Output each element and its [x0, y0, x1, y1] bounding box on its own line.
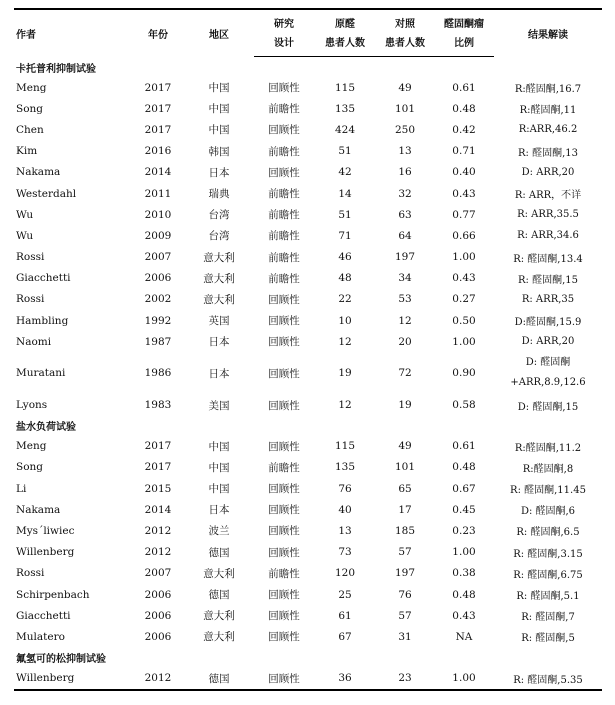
- result-cell: R: ARR，不详: [514, 190, 582, 202]
- table-row: [14, 352, 602, 394]
- region-cell: 日本: [208, 336, 230, 349]
- result-cell: R: 醛固酮,15: [518, 274, 578, 286]
- adenoma-ratio-cell: 0.58: [452, 399, 476, 412]
- cases-count-cell: 42: [338, 166, 352, 179]
- adenoma-ratio-cell: 1.00: [452, 251, 476, 264]
- region-cell: 意大利: [203, 272, 235, 285]
- year-cell: 1986: [144, 367, 172, 380]
- table-row: [14, 478, 602, 499]
- header-controls-line2: 患者人数: [376, 34, 434, 57]
- author-cell: Meng: [16, 81, 47, 94]
- header-ratio-line2: 比例: [434, 34, 494, 57]
- year-cell: 2016: [144, 145, 172, 158]
- design-cell: 回顾性: [268, 504, 300, 517]
- region-cell: 意大利: [203, 293, 235, 306]
- cases-count-cell: 71: [338, 229, 352, 242]
- controls-count-cell: 101: [394, 102, 416, 115]
- header-result: 结果解读: [494, 9, 602, 57]
- result-cell: R:醛固酮,16.7: [514, 84, 582, 96]
- author-cell: Naomi: [16, 335, 52, 348]
- author-cell: Chen: [16, 123, 44, 136]
- author-cell: Song: [16, 102, 43, 115]
- region-cell: 中国: [208, 103, 230, 116]
- adenoma-ratio-cell: 0.61: [452, 81, 476, 94]
- section-title: 盐水负荷试验: [16, 422, 76, 434]
- table-row: [14, 520, 602, 541]
- table-row: [14, 542, 602, 563]
- cases-count-cell: 424: [334, 123, 356, 136]
- year-cell: 2017: [144, 102, 172, 115]
- design-cell: 回顾性: [268, 399, 300, 412]
- year-cell: 2017: [144, 123, 172, 136]
- design-cell: 前瞻性: [268, 103, 300, 116]
- adenoma-ratio-cell: 0.23: [452, 524, 476, 537]
- design-cell: 回顾性: [268, 367, 300, 380]
- author-cell: Song: [16, 461, 43, 474]
- design-cell: 回顾性: [268, 315, 300, 328]
- table-row: [14, 289, 602, 310]
- study-table: [14, 8, 602, 691]
- year-cell: 2017: [144, 440, 172, 453]
- region-cell: 日本: [208, 367, 230, 380]
- table-header: [14, 9, 602, 57]
- table-row: [14, 436, 602, 457]
- cases-count-cell: 14: [338, 187, 352, 200]
- table-row: [14, 247, 602, 268]
- region-cell: 德国: [208, 589, 230, 602]
- author-cell: Giacchetti: [16, 272, 71, 285]
- region-cell: 美国: [208, 399, 230, 412]
- author-cell: Kim: [16, 145, 38, 158]
- cases-count-cell: 61: [338, 609, 352, 622]
- year-cell: 2011: [144, 187, 172, 200]
- table-row: [14, 183, 602, 204]
- adenoma-ratio-cell: 0.43: [452, 272, 476, 285]
- table-row: [14, 77, 602, 98]
- design-cell: 回顾性: [268, 610, 300, 623]
- controls-count-cell: 34: [398, 272, 412, 285]
- table-row: [14, 584, 602, 605]
- year-cell: 2002: [144, 293, 172, 306]
- adenoma-ratio-cell: 1.00: [452, 546, 476, 559]
- design-cell: 前瞻性: [268, 461, 300, 474]
- result-cell: R: 醛固酮,13: [518, 147, 578, 159]
- result-cell: D:醛固酮,15.9: [514, 317, 582, 329]
- header-year: 年份: [132, 9, 184, 57]
- result-cell: R: 醛固酮,5: [521, 633, 575, 645]
- cases-count-cell: 115: [334, 440, 356, 453]
- cases-count-cell: 51: [338, 208, 352, 221]
- adenoma-ratio-cell: 0.27: [452, 293, 476, 306]
- controls-count-cell: 63: [398, 208, 412, 221]
- author-cell: Nakama: [16, 166, 61, 179]
- result-cell: R: 醛固酮,6.75: [513, 569, 583, 581]
- controls-count-cell: 72: [398, 367, 412, 380]
- controls-count-cell: 250: [394, 123, 416, 136]
- region-cell: 英国: [208, 315, 230, 328]
- year-cell: 2017: [144, 81, 172, 94]
- region-cell: 德国: [184, 668, 254, 690]
- cases-count-cell: 13: [338, 524, 352, 537]
- controls-count-cell: 16: [398, 166, 412, 179]
- table-row: [14, 563, 602, 584]
- design-cell: 回顾性: [254, 668, 314, 690]
- cases-count-cell: 40: [338, 503, 352, 516]
- year-cell: 1983: [144, 399, 172, 412]
- controls-count-cell: 101: [394, 461, 416, 474]
- year-cell: 2015: [144, 482, 172, 495]
- result-cell: R: 醛固酮,5.35: [494, 668, 602, 690]
- author-cell: Rossi: [16, 567, 45, 580]
- cases-count-cell: 12: [338, 399, 352, 412]
- section-title: 氟氢可的松抑制试验: [16, 654, 106, 665]
- section-title: 卡托普利抑制试验: [16, 63, 96, 75]
- table-row: [14, 310, 602, 331]
- author-cell: Wu: [16, 229, 34, 242]
- author-cell: Willenberg: [16, 546, 75, 559]
- author-cell: Willenberg: [14, 668, 132, 690]
- author-cell: Westerdahl: [16, 187, 77, 200]
- author-cell: Mulatero: [16, 630, 65, 643]
- header-author: 作者: [14, 9, 132, 57]
- result-cell: R:ARR,46.2: [518, 124, 578, 136]
- author-cell: Mys´liwiec: [16, 524, 75, 537]
- year-cell: 2014: [144, 166, 172, 179]
- author-cell: Rossi: [16, 251, 45, 264]
- design-cell: 前瞻性: [268, 230, 300, 243]
- design-cell: 回顾性: [268, 82, 300, 95]
- controls-count-cell: 49: [398, 81, 412, 94]
- design-cell: 回顾性: [268, 293, 300, 306]
- design-cell: 回顾性: [268, 440, 300, 453]
- design-cell: 回顾性: [268, 336, 300, 349]
- cases-count-cell: 73: [338, 546, 352, 559]
- table-row: [14, 626, 602, 647]
- result-cell: R:醛固酮,11.2: [514, 442, 582, 454]
- year-cell: 2014: [144, 503, 172, 516]
- result-cell: R: 醛固酮,13.4: [513, 253, 583, 265]
- design-cell: 前瞻性: [268, 145, 300, 158]
- region-cell: 中国: [208, 124, 230, 137]
- controls-count-cell: 185: [394, 524, 416, 537]
- header-cases-line2: 患者人数: [314, 34, 376, 57]
- year-cell: 2010: [144, 208, 172, 221]
- cases-count-cell: 36: [314, 668, 376, 690]
- controls-count-cell: 197: [394, 251, 416, 264]
- design-cell: 回顾性: [268, 589, 300, 602]
- header-ratio-line1: 醛固酮瘤: [434, 9, 494, 34]
- result-cell: D: 醛固酮 +ARR,8.9,12.6: [510, 357, 586, 389]
- design-cell: 前瞻性: [268, 272, 300, 285]
- region-cell: 意大利: [203, 251, 235, 264]
- design-cell: 前瞻性: [268, 209, 300, 222]
- region-cell: 台湾: [208, 209, 230, 222]
- result-cell: R: 醛固酮,5.1: [516, 591, 580, 603]
- result-cell: D: ARR,20: [521, 336, 575, 348]
- result-cell: R: 醛固酮,6.5: [516, 527, 580, 539]
- result-cell: D: 醛固酮,15: [517, 401, 579, 413]
- author-cell: Meng: [16, 440, 47, 453]
- cases-count-cell: 115: [334, 81, 356, 94]
- header-region: 地区: [184, 9, 254, 57]
- adenoma-ratio-cell: 1.00: [434, 668, 494, 690]
- cases-count-cell: 135: [334, 461, 356, 474]
- cases-count-cell: 10: [338, 314, 352, 327]
- table-row: [14, 225, 602, 246]
- year-cell: 2012: [132, 668, 184, 690]
- adenoma-ratio-cell: 0.48: [452, 588, 476, 601]
- controls-count-cell: 32: [398, 187, 412, 200]
- adenoma-ratio-cell: 0.61: [452, 440, 476, 453]
- author-cell: Li: [16, 482, 27, 495]
- cases-count-cell: 48: [338, 272, 352, 285]
- adenoma-ratio-cell: 0.38: [452, 567, 476, 580]
- table-row: [14, 119, 602, 140]
- author-cell: Wu: [16, 208, 34, 221]
- table-row: [14, 331, 602, 352]
- table-row: [14, 268, 602, 289]
- year-cell: 2007: [144, 567, 172, 580]
- table-row: [14, 162, 602, 183]
- section-header-row: [14, 648, 602, 668]
- adenoma-ratio-cell: 0.45: [452, 503, 476, 516]
- cases-count-cell: 76: [338, 482, 352, 495]
- controls-count-cell: 76: [398, 588, 412, 601]
- controls-count-cell: 53: [398, 293, 412, 306]
- section-header-row: [14, 416, 602, 436]
- design-cell: 回顾性: [268, 525, 300, 538]
- result-cell: R: ARR,35.5: [517, 209, 579, 221]
- region-cell: 德国: [208, 546, 230, 559]
- year-cell: 2006: [144, 609, 172, 622]
- controls-count-cell: 197: [394, 567, 416, 580]
- controls-count-cell: 57: [398, 609, 412, 622]
- adenoma-ratio-cell: 0.77: [452, 208, 476, 221]
- year-cell: 2006: [144, 588, 172, 601]
- result-cell: D: ARR,20: [521, 166, 575, 178]
- header-design-line2: 设计: [254, 34, 314, 57]
- cases-count-cell: 19: [338, 367, 352, 380]
- controls-count-cell: 31: [398, 630, 412, 643]
- region-cell: 意大利: [203, 567, 235, 580]
- adenoma-ratio-cell: 0.50: [452, 314, 476, 327]
- region-cell: 中国: [208, 82, 230, 95]
- controls-count-cell: 17: [398, 503, 412, 516]
- region-cell: 意大利: [203, 610, 235, 623]
- adenoma-ratio-cell: 0.48: [452, 102, 476, 115]
- adenoma-ratio-cell: 0.71: [452, 145, 476, 158]
- controls-count-cell: 20: [398, 335, 412, 348]
- cases-count-cell: 51: [338, 145, 352, 158]
- year-cell: 2012: [144, 546, 172, 559]
- table-body: [14, 57, 602, 690]
- design-cell: 前瞻性: [268, 567, 300, 580]
- result-cell: R: 醛固酮,3.15: [513, 548, 583, 560]
- result-cell: R:醛固酮,8: [522, 463, 574, 475]
- region-cell: 台湾: [208, 230, 230, 243]
- author-cell: Rossi: [16, 293, 45, 306]
- adenoma-ratio-cell: 1.00: [452, 335, 476, 348]
- header-design-line1: 研究: [254, 9, 314, 34]
- year-cell: 2012: [144, 524, 172, 537]
- adenoma-ratio-cell: 0.66: [452, 229, 476, 242]
- result-cell: R:醛固酮,11: [519, 105, 577, 117]
- cases-count-cell: 67: [338, 630, 352, 643]
- region-cell: 瑞典: [208, 188, 230, 201]
- author-cell: Muratani: [16, 367, 66, 380]
- design-cell: 前瞻性: [268, 251, 300, 264]
- controls-count-cell: 49: [398, 440, 412, 453]
- adenoma-ratio-cell: 0.48: [452, 461, 476, 474]
- region-cell: 日本: [208, 166, 230, 179]
- table-row: [14, 457, 602, 478]
- result-cell: D: 醛固酮,6: [520, 506, 576, 518]
- cases-count-cell: 22: [338, 293, 352, 306]
- result-cell: R: 醛固酮,7: [521, 612, 575, 624]
- controls-count-cell: 13: [398, 145, 412, 158]
- table-row: [14, 499, 602, 520]
- table-row: [14, 605, 602, 626]
- design-cell: 回顾性: [268, 631, 300, 644]
- design-cell: 前瞻性: [268, 188, 300, 201]
- year-cell: 1992: [144, 314, 172, 327]
- design-cell: 回顾性: [268, 166, 300, 179]
- table-row: [14, 668, 602, 690]
- adenoma-ratio-cell: 0.40: [452, 166, 476, 179]
- adenoma-ratio-cell: 0.90: [452, 367, 476, 380]
- controls-count-cell: 57: [398, 546, 412, 559]
- controls-count-cell: 65: [398, 482, 412, 495]
- year-cell: 1987: [144, 335, 172, 348]
- cases-count-cell: 12: [338, 335, 352, 348]
- cases-count-cell: 135: [334, 102, 356, 115]
- year-cell: 2006: [144, 630, 172, 643]
- result-cell: R: ARR,34.6: [517, 230, 579, 242]
- region-cell: 中国: [208, 483, 230, 496]
- table-row: [14, 204, 602, 225]
- section-header-row: [14, 57, 602, 78]
- design-cell: 回顾性: [268, 546, 300, 559]
- result-cell: R: 醛固酮,11.45: [510, 485, 586, 497]
- author-cell: Nakama: [16, 503, 61, 516]
- region-cell: 意大利: [203, 631, 235, 644]
- adenoma-ratio-cell: NA: [455, 630, 473, 643]
- header-cases-line1: 原醛: [314, 9, 376, 34]
- region-cell: 韩国: [208, 145, 230, 158]
- adenoma-ratio-cell: 0.67: [452, 482, 476, 495]
- region-cell: 中国: [208, 440, 230, 453]
- cases-count-cell: 25: [338, 588, 352, 601]
- cases-count-cell: 120: [334, 567, 356, 580]
- author-cell: Giacchetti: [16, 609, 71, 622]
- region-cell: 日本: [208, 504, 230, 517]
- table-row: [14, 394, 602, 415]
- design-cell: 回顾性: [268, 124, 300, 137]
- author-cell: Schirpenbach: [16, 588, 90, 601]
- table-row: [14, 141, 602, 162]
- controls-count-cell: 23: [376, 668, 434, 690]
- year-cell: 2007: [144, 251, 172, 264]
- adenoma-ratio-cell: 0.43: [452, 609, 476, 622]
- region-cell: 波兰: [208, 525, 230, 538]
- controls-count-cell: 64: [398, 229, 412, 242]
- controls-count-cell: 19: [398, 399, 412, 412]
- year-cell: 2006: [144, 272, 172, 285]
- author-cell: Lyons: [16, 399, 48, 412]
- region-cell: 中国: [208, 461, 230, 474]
- cases-count-cell: 46: [338, 251, 352, 264]
- design-cell: 回顾性: [268, 483, 300, 496]
- result-cell: R: ARR,35: [521, 293, 575, 305]
- adenoma-ratio-cell: 0.42: [452, 123, 476, 136]
- header-controls-line1: 对照: [376, 9, 434, 34]
- year-cell: 2017: [144, 461, 172, 474]
- adenoma-ratio-cell: 0.43: [452, 187, 476, 200]
- year-cell: 2009: [144, 229, 172, 242]
- controls-count-cell: 12: [398, 314, 412, 327]
- author-cell: Hambling: [16, 314, 69, 327]
- table-row: [14, 98, 602, 119]
